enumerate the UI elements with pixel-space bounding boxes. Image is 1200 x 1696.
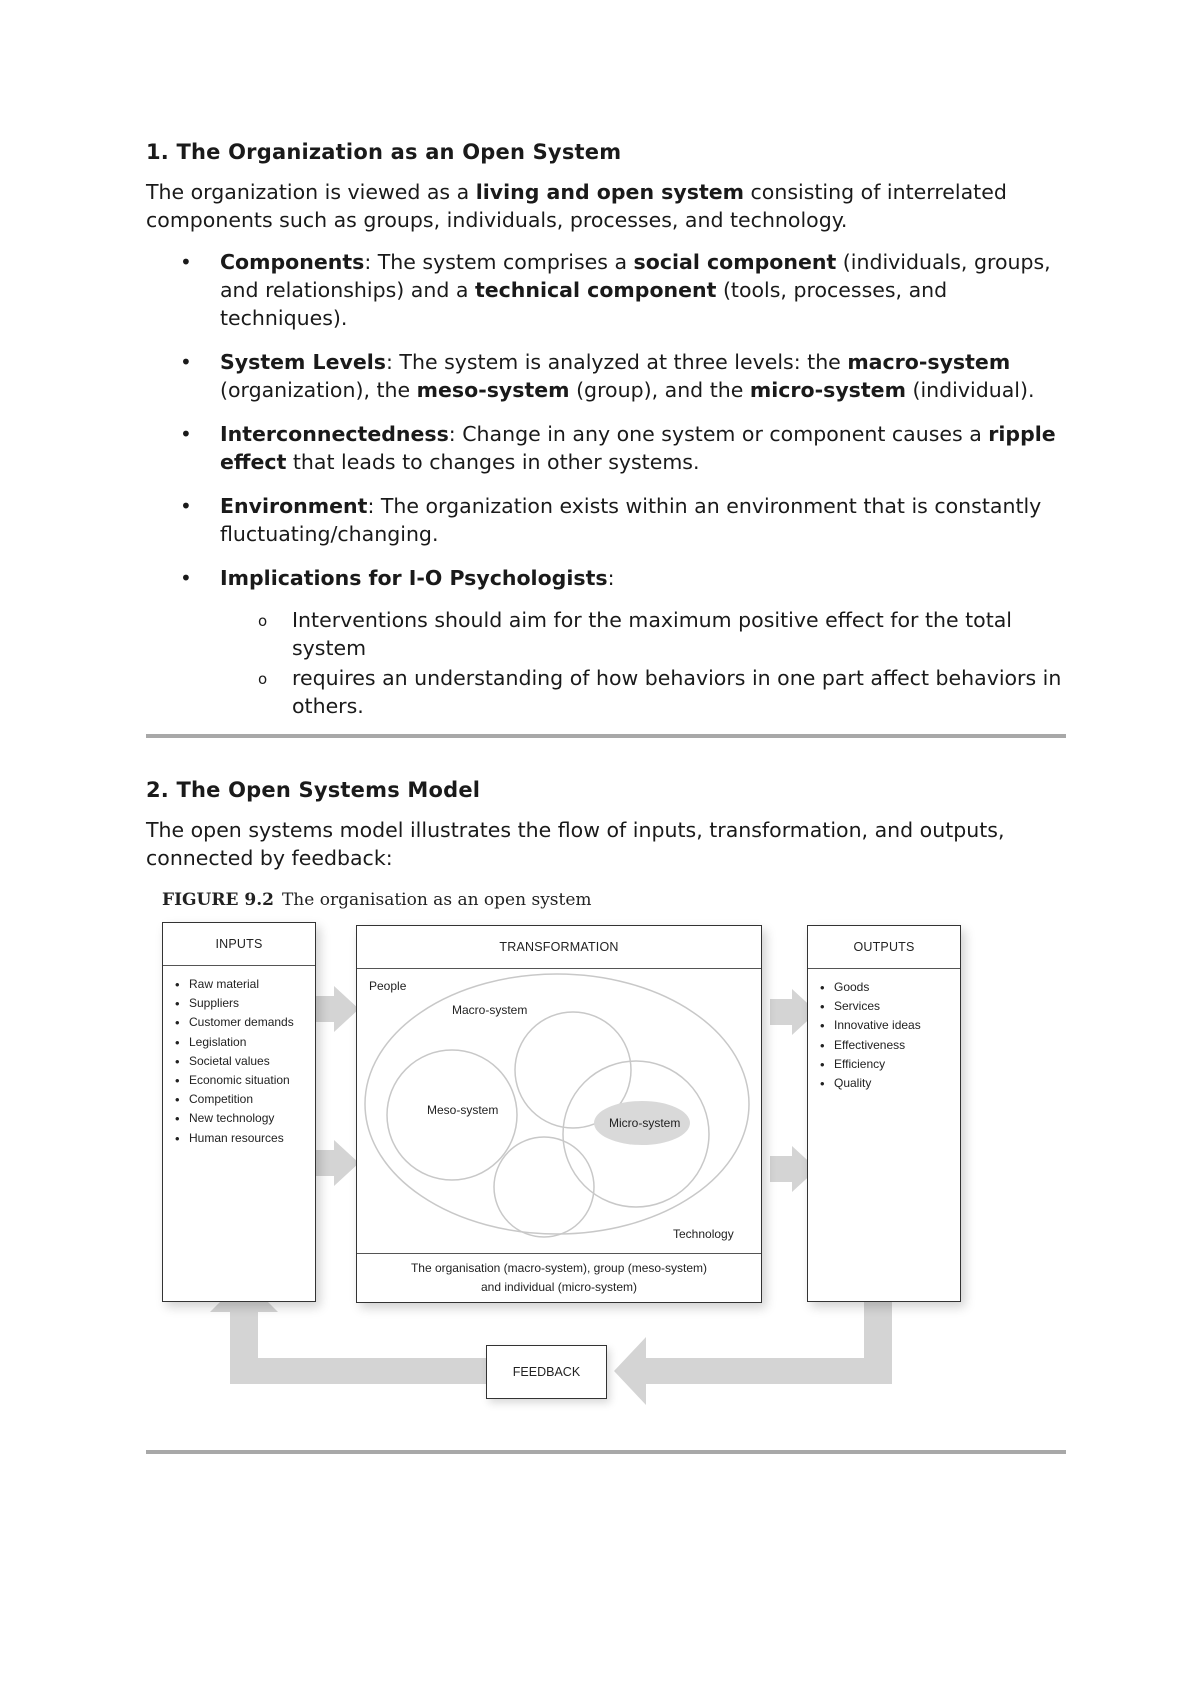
technology-label: Technology xyxy=(673,1227,734,1241)
bullet-dot-icon: • xyxy=(180,350,192,374)
section2-intro: The open systems model illustrates the flow of inputs, transformation, and outputs, connected by feedback: xyxy=(146,818,1005,870)
section2-heading: 2. The Open Systems Model xyxy=(146,778,481,802)
bullet-implications xyxy=(146,564,1066,720)
text: Interventions should aim for the maximum positive effect for the total system xyxy=(292,608,1013,660)
text: (individual). xyxy=(905,378,1035,402)
outputs-item: • Effectiveness xyxy=(820,1036,921,1055)
transformation-heading: TRANSFORMATION xyxy=(357,926,761,969)
term-environment: Environment xyxy=(220,494,368,518)
bullet-dot-icon: • xyxy=(180,250,192,274)
circle-bullet-icon: o xyxy=(258,612,268,630)
intro-text-2: consisting of interrelated components such as groups, individuals, processes, and technology. xyxy=(146,180,1007,232)
bold-text: ripple effect xyxy=(220,422,1056,474)
inputs-heading: INPUTS xyxy=(163,923,315,966)
systems-venn-diagram xyxy=(357,968,761,1258)
inputs-item: • Raw material xyxy=(175,975,294,994)
term-implications: Implications for I-O Psychologists xyxy=(220,566,608,590)
intro-text-1: The organization is viewed as a xyxy=(146,180,476,204)
bold-text: meso-system xyxy=(416,378,570,402)
caption-line-1: The organisation (macro-system), group (meso-system) xyxy=(410,1261,708,1275)
bold-text: social component xyxy=(633,250,837,274)
section1-intro xyxy=(146,178,1066,234)
outputs-item: • Services xyxy=(820,997,921,1016)
bullet-components xyxy=(146,248,1066,332)
figure-title-text: The organisation as an open system xyxy=(281,890,592,910)
feedback-box xyxy=(486,1345,607,1399)
document-page xyxy=(146,140,1066,1454)
people-label: People xyxy=(369,979,407,993)
bold-text: macro-system xyxy=(847,350,1011,374)
term-system-levels: System Levels xyxy=(220,350,386,374)
feedback-label: FEEDBACK xyxy=(512,1365,581,1379)
implications-sub-list xyxy=(220,606,1066,720)
open-system-figure xyxy=(162,890,1012,1450)
outputs-list xyxy=(820,978,921,1093)
circle-bullet-icon: o xyxy=(258,670,268,688)
term-components: Components xyxy=(220,250,365,274)
inputs-box xyxy=(162,922,316,1302)
transformation-caption xyxy=(357,1259,761,1297)
macro-system-label: Macro-system xyxy=(452,1003,528,1017)
section-divider-1 xyxy=(146,734,1066,738)
inputs-item: • Economic situation xyxy=(175,1071,294,1090)
text: : Change in any one system or component causes a xyxy=(448,422,989,446)
meso-system-label: Meso-system xyxy=(427,1103,499,1117)
lower-circle xyxy=(494,1137,594,1237)
text: that leads to changes in other systems. xyxy=(286,450,700,474)
text: : The organization exists within an environment that is constantly fluctuating/changing. xyxy=(220,494,1042,546)
outputs-box xyxy=(807,925,961,1302)
bullet-system-levels xyxy=(146,348,1066,404)
bold-text: micro-system xyxy=(749,378,906,402)
inputs-item: • Human resources xyxy=(175,1129,294,1148)
bullet-dot-icon: • xyxy=(180,422,192,446)
text: : The system is analyzed at three levels: the xyxy=(386,350,848,374)
figure-number: FIGURE 9.2 xyxy=(162,890,274,910)
text: : The system comprises a xyxy=(364,250,634,274)
text: requires an understanding of how behaviors in one part affect behaviors in others. xyxy=(292,666,1062,718)
section1-bullet-list xyxy=(146,248,1066,720)
caption-line-2: and individual (micro-system) xyxy=(480,1280,638,1294)
transformation-box xyxy=(356,925,762,1303)
transformation-caption-divider xyxy=(357,1253,761,1254)
inputs-item: • Legislation xyxy=(175,1033,294,1052)
outputs-item: • Quality xyxy=(820,1074,921,1093)
text: (group), and the xyxy=(569,378,750,402)
text: (organization), the xyxy=(220,378,417,402)
intro-bold: living and open system xyxy=(475,180,745,204)
text: : xyxy=(607,566,615,590)
bullet-environment xyxy=(146,492,1066,548)
inputs-item: • Suppliers xyxy=(175,994,294,1013)
bullet-dot-icon: • xyxy=(180,494,192,518)
bullet-interconnectedness xyxy=(146,420,1066,476)
term-interconnectedness: Interconnectedness xyxy=(220,422,449,446)
outputs-item: • Efficiency xyxy=(820,1055,921,1074)
outputs-item: • Innovative ideas xyxy=(820,1016,921,1035)
micro-system-label: Micro-system xyxy=(609,1116,681,1130)
inputs-item: • Societal values xyxy=(175,1052,294,1071)
section-divider-2 xyxy=(146,1450,1066,1454)
bold-text: technical component xyxy=(474,278,717,302)
section1-heading: 1. The Organization as an Open System xyxy=(146,140,622,164)
inputs-list xyxy=(175,975,294,1148)
outputs-item: • Goods xyxy=(820,978,921,997)
sub-item-2 xyxy=(220,664,1066,720)
outputs-heading: OUTPUTS xyxy=(808,926,960,969)
inputs-item: • Customer demands xyxy=(175,1013,294,1032)
sub-item-1 xyxy=(220,606,1066,662)
macro-system-ellipse xyxy=(365,974,749,1234)
inputs-item: • Competition xyxy=(175,1090,294,1109)
text: (tools, processes, and techniques). xyxy=(220,278,948,330)
inputs-item: • New technology xyxy=(175,1109,294,1128)
bullet-dot-icon: • xyxy=(180,566,192,590)
text: (individuals, groups, and relationships) and a xyxy=(220,250,1051,302)
